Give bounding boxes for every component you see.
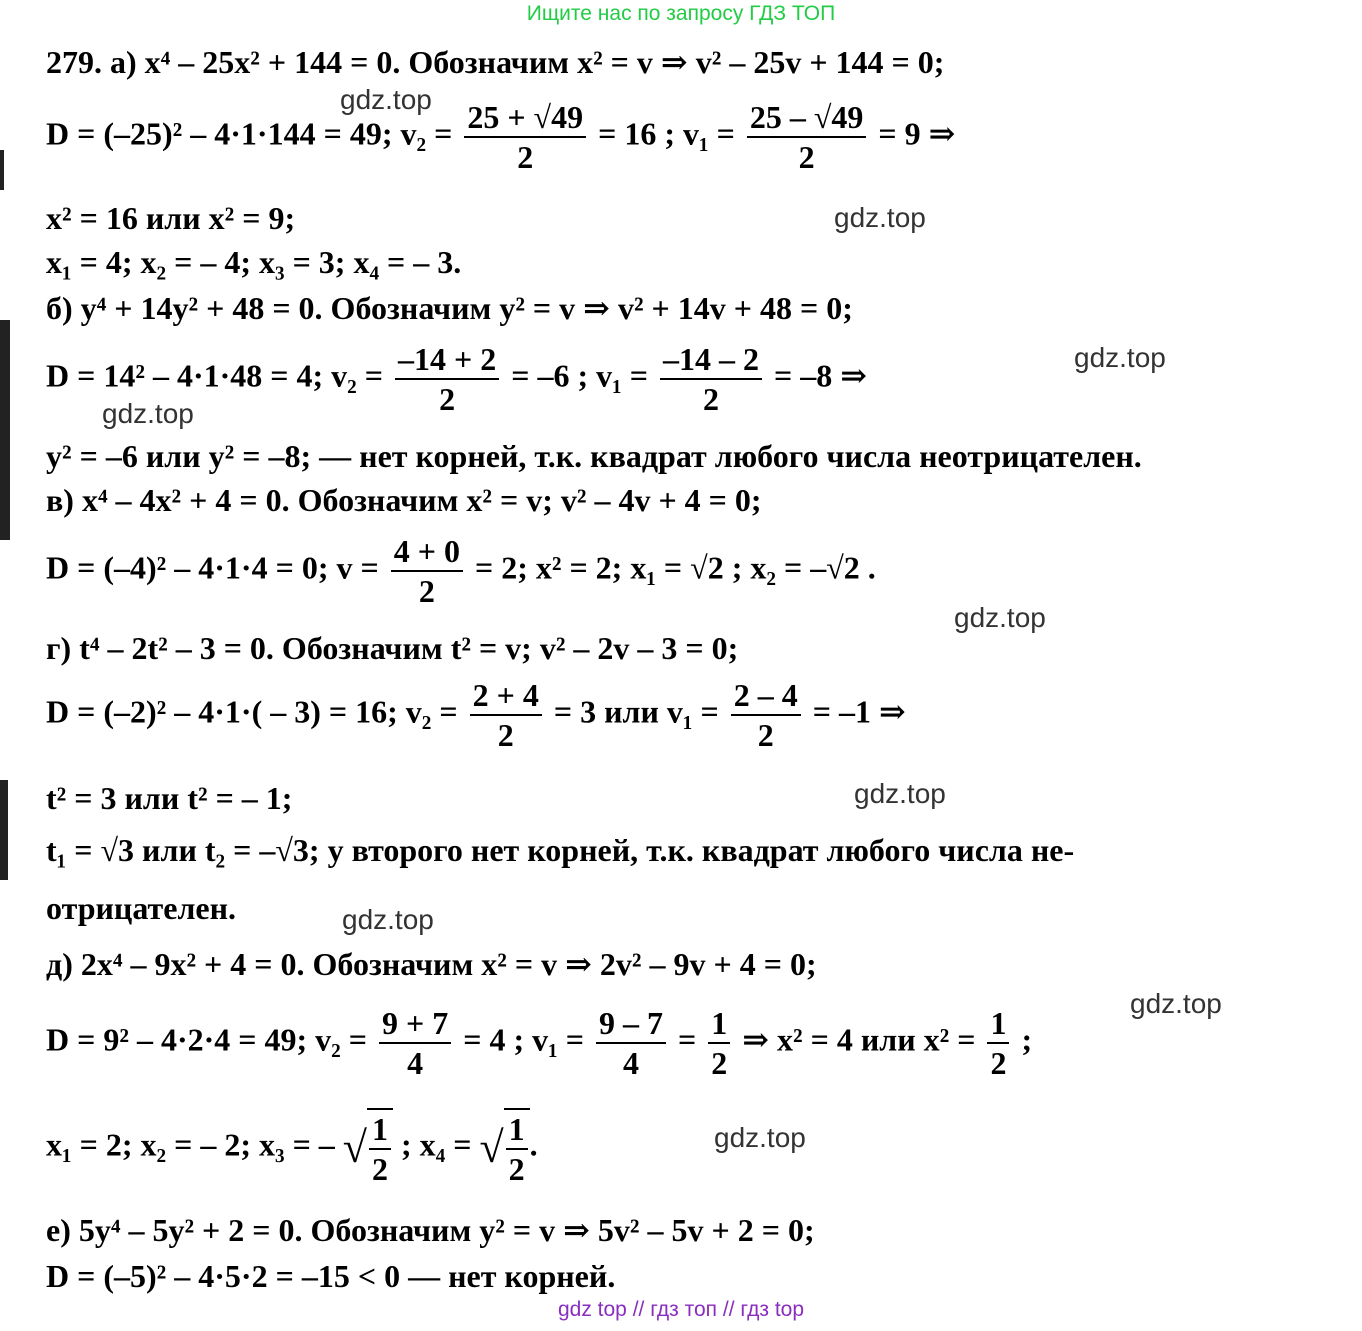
equation-text: = –6 ; v₁ =	[511, 357, 648, 394]
square-root	[343, 1108, 393, 1188]
equation-text: D = (–2)² – 4·1·( – 3) = 16; v₂ =	[46, 693, 458, 730]
line-e2	[46, 1004, 1032, 1082]
equation-text: x₁ = 2; x₂ = – 2; x₃ = –	[46, 1126, 335, 1163]
fraction	[464, 98, 586, 176]
line-e3	[46, 1108, 538, 1188]
equation-text: ; x₄ =	[400, 1126, 472, 1163]
equation-text: = 3 или v₁ =	[553, 693, 719, 730]
numerator: 25 + √49	[464, 98, 586, 138]
line-f1: е) 5y⁴ – 5y² + 2 = 0. Обозначим y² = v ⇒ 5v² – 5v + 2 = 0;	[46, 1212, 815, 1248]
numerator: 2 – 4	[731, 676, 801, 716]
equation-text: D = 14² – 4·1·48 = 4; v₂ =	[46, 357, 383, 394]
radical-sign: √	[342, 1123, 367, 1172]
numerator: –14 + 2	[395, 340, 499, 380]
denominator: 2	[371, 1151, 388, 1187]
fraction	[987, 1004, 1009, 1082]
watermark: gdz.top	[854, 778, 946, 809]
denominator: 2	[418, 573, 435, 609]
fraction	[660, 340, 762, 418]
radicand-fraction	[367, 1108, 393, 1188]
equation-text: = –1 ⇒	[812, 693, 906, 730]
square-root	[479, 1108, 529, 1188]
equation-text: = 2; x² = 2; x₁ = √2 ; x₂ = –√2 .	[474, 549, 876, 586]
fraction	[395, 340, 499, 418]
numerator: 2 + 4	[470, 676, 542, 716]
numerator: 1	[369, 1110, 391, 1150]
watermark: gdz.top	[102, 398, 194, 429]
line-c1: в) x⁴ – 4x² + 4 = 0. Обозначим x² = v; v² – 4v + 4 = 0;	[46, 482, 762, 518]
watermark: gdz.top	[1074, 342, 1166, 373]
top-banner[interactable]: Ищите нас по запросу ГДЗ ТОП	[526, 2, 836, 25]
watermark: gdz.top	[834, 202, 926, 233]
denominator: 2	[711, 1045, 728, 1081]
footer-links[interactable]: gdz top // гдз топ // гдз top	[557, 1298, 805, 1321]
watermark: gdz.top	[714, 1122, 806, 1153]
numerator: 9 + 7	[379, 1004, 451, 1044]
line-c2	[46, 532, 876, 610]
numerator: –14 – 2	[660, 340, 762, 380]
denominator: 2	[798, 139, 815, 175]
line-d3: t² = 3 или t² = – 1;	[46, 780, 293, 816]
fraction	[470, 676, 542, 754]
line-a2	[46, 98, 955, 176]
line-a3: x² = 16 или x² = 9;	[46, 200, 296, 236]
numerator: 1	[987, 1004, 1009, 1044]
line-f2: D = (–5)² – 4·5·2 = –15 < 0 — нет корней.	[46, 1258, 616, 1294]
scan-edge-mark	[0, 320, 10, 540]
equation-text: D = 9² – 4·2·4 = 49; v₂ =	[46, 1021, 367, 1058]
line-b1: б) y⁴ + 14y² + 48 = 0. Обозначим y² = v ⇒ v² + 14v + 48 = 0;	[46, 290, 853, 326]
line-a4: x₁ = 4; x₂ = – 4; x₃ = 3; x₄ = – 3.	[46, 244, 462, 280]
radical-sign: √	[479, 1123, 504, 1172]
watermark: gdz.top	[342, 904, 434, 935]
watermark: gdz.top	[1130, 988, 1222, 1019]
line-d5: отрицателен.	[46, 890, 237, 926]
denominator: 4	[407, 1045, 424, 1081]
line-b3: y² = –6 или y² = –8; — нет корней, т.к. квадрат любого числа неотрицателен.	[46, 438, 1142, 474]
fraction	[391, 532, 463, 610]
fraction	[596, 1004, 666, 1082]
line-e1: д) 2x⁴ – 9x² + 4 = 0. Обозначим x² = v ⇒ 2v² – 9v + 4 = 0;	[46, 946, 817, 982]
equation-text: =	[677, 1021, 697, 1058]
equation-text: D = (–25)² – 4·1·144 = 49; v₂ =	[46, 115, 453, 152]
fraction	[379, 1004, 451, 1082]
denominator: 2	[517, 139, 534, 175]
fraction	[747, 98, 867, 176]
equation-text: = 9 ⇒	[878, 115, 956, 152]
denominator: 2	[497, 717, 514, 753]
fraction	[708, 1004, 730, 1082]
equation-text: = –8 ⇒	[773, 357, 867, 394]
denominator: 2	[439, 381, 456, 417]
watermark: gdz.top	[954, 602, 1046, 633]
problem-number: 279.	[46, 44, 102, 80]
equation-text: D = (–4)² – 4·1·4 = 0; v =	[46, 549, 379, 586]
numerator: 4 + 0	[391, 532, 463, 572]
numerator: 1	[708, 1004, 730, 1044]
line-d2	[46, 676, 906, 754]
scan-edge-mark	[0, 150, 4, 190]
line-a1	[46, 42, 944, 82]
denominator: 2	[757, 717, 774, 753]
denominator: 2	[508, 1151, 525, 1187]
scan-edge-mark	[0, 780, 8, 880]
fraction	[731, 676, 801, 754]
numerator: 1	[506, 1110, 528, 1150]
line-d1: г) t⁴ – 2t² – 3 = 0. Обозначим t² = v; v² – 2v – 3 = 0;	[46, 630, 739, 666]
equation-text: ;	[1021, 1021, 1033, 1058]
numerator: 25 – √49	[747, 98, 867, 138]
equation-text: = 4 ; v₁ =	[463, 1021, 584, 1058]
equation-text: ⇒ x² = 4 или x² =	[742, 1021, 976, 1058]
radicand-fraction	[504, 1108, 530, 1188]
numerator: 9 – 7	[596, 1004, 666, 1044]
denominator: 4	[622, 1045, 639, 1081]
line-d4: t₁ = √3 или t₂ = –√3; у второго нет корней, т.к. квадрат любого числа не-	[46, 832, 1075, 868]
equation-text: = 16 ; v₁ =	[598, 115, 735, 152]
denominator: 2	[990, 1045, 1007, 1081]
equation-text: а) x⁴ – 25x² + 144 = 0. Обозначим x² = v ⇒ v² – 25v + 144 = 0;	[110, 44, 945, 80]
watermark: gdz.top	[340, 84, 432, 115]
denominator: 2	[702, 381, 719, 417]
equation-text: .	[529, 1126, 538, 1163]
